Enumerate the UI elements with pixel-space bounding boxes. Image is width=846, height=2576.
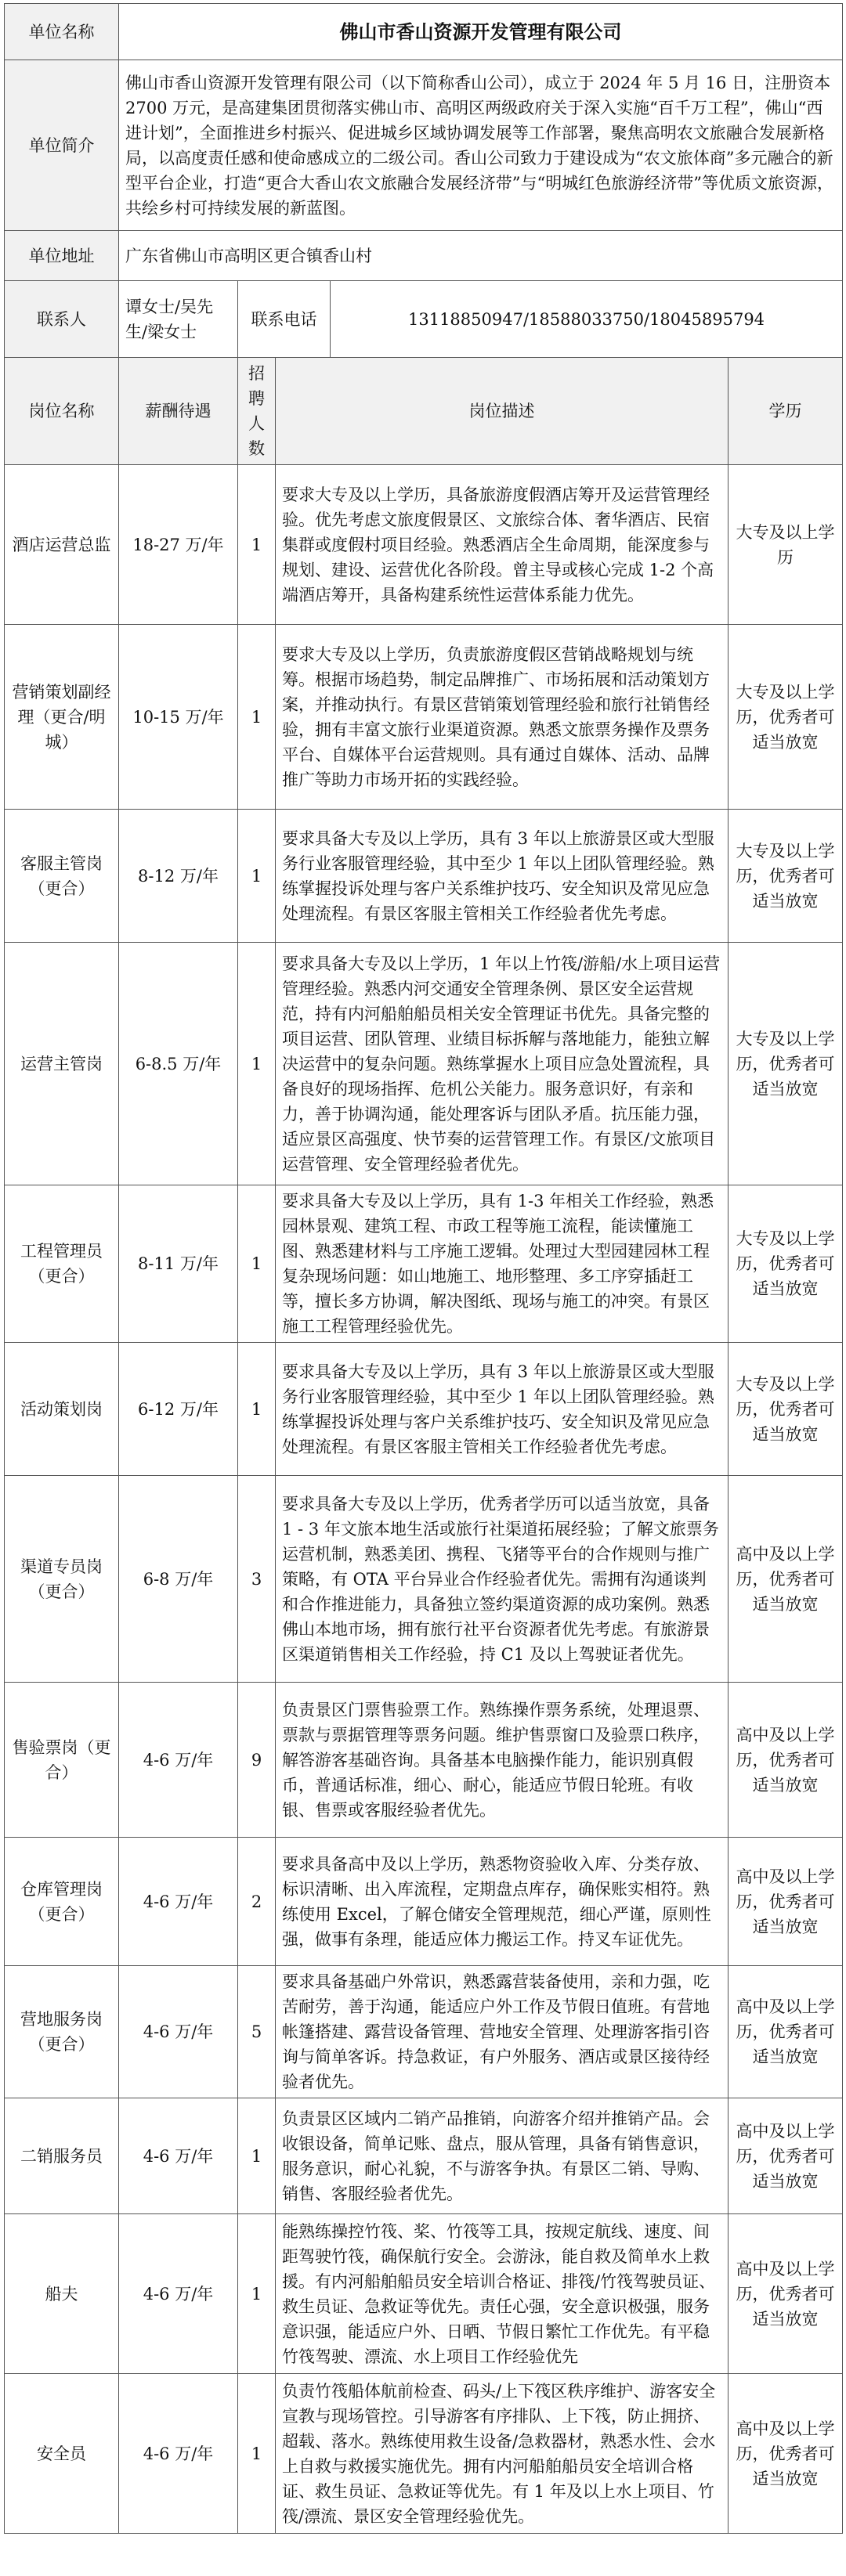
table-row: [5, 810, 843, 943]
job-description: 要求具备大专及以上学历，具有 3 年以上旅游景区或大型服务行业客服管理经验，其中至少 1 年以上团队管理经验。熟练掌握投诉处理与客户关系维护技巧、安全知识及常见应急处理流程。有景区客服主管相关工作经验者优先考虑。: [276, 1343, 728, 1476]
table-row: [5, 2214, 843, 2374]
job-description: 要求具备大专及以上学历，1 年以上竹筏/游船/水上项目运营管理经验。熟悉内河交通安全管理条例、景区安全运营规范，持有内河船舶船员相关安全管理证书优先。具备完整的项目运营、团队管理、业绩目标拆解与落地能力，能独立解决运营中的复杂问题。熟练掌握水上项目应急处置流程，具备良好的现场指挥、危机公关能力。服务意识好，有亲和力，善于协调沟通，能处理客诉与团队矛盾。抗压能力强，适应景区高强度、快节奏的运营管理工作。有景区/文旅项目运营管理、安全管理经验者优先。: [276, 943, 728, 1185]
job-description: 能熟练操控竹筏、桨、竹筏等工具，按规定航线、速度、间距驾驶竹筏，确保航行安全。会游泳，能自救及简单水上救援。有内河船舶船员安全培训合格证、排筏/竹筏驾驶员证、救生员证、急救证等优先。责任心强，安全意识极强，服务意识强，能适应户外、日晒、节假日繁忙工作优先。有平稳竹筏驾驶、漂流、水上项目工作经验优先: [276, 2214, 728, 2374]
job-position: 酒店运营总监: [5, 465, 119, 625]
intro-text: 佛山市香山资源开发管理有限公司（以下简称香山公司），成立于 2024 年 5 月 16 日，注册资本 2700 万元，是高建集团贯彻落实佛山市、高明区两级政府关于深入实施“百千万工程”，佛山“西进计划”，全面推进乡村振兴、促进城乡区域协调发展等工作部署，聚焦高明农文旅融合发展新格局，以高度责任感和使命感成立的二级公司。香山公司致力于建设成为“农文旅体商”多元融合的新型平台企业，打造“更合大香山农文旅融合发展经济带”与“明城红色旅游经济带”等优质文旅资源，共绘乡村可持续发展的新蓝图。: [119, 60, 843, 231]
table-row: [5, 465, 843, 625]
job-count: 5: [238, 1966, 276, 2098]
job-education: 高中及以上学历，优秀者可适当放宽: [728, 1683, 843, 1838]
table-header-row: [5, 358, 843, 465]
table-row: [5, 1838, 843, 1966]
job-salary: 6-8.5 万/年: [119, 943, 238, 1185]
job-count: 3: [238, 1476, 276, 1683]
job-education: 高中及以上学历，优秀者可适当放宽: [728, 1838, 843, 1966]
job-salary: 8-12 万/年: [119, 810, 238, 943]
job-description: 要求具备大专及以上学历，具有 3 年以上旅游景区或大型服务行业客服管理经验，其中至少 1 年以上团队管理经验。熟练掌握投诉处理与客户关系维护技巧、安全知识及常见应急处理流程。有景区客服主管相关工作经验者优先考虑。: [276, 810, 728, 943]
job-salary: 8-11 万/年: [119, 1185, 238, 1343]
job-count: 1: [238, 625, 276, 810]
job-description: 负责景区门票售验票工作。熟练操作票务系统，处理退票、票款与票据管理等票务问题。维护售票窗口及验票口秩序，解答游客基础咨询。具备基本电脑操作能力，能识别真假币，普通话标准，细心、耐心，能适应节假日轮班。有收银、售票或客服经验者优先。: [276, 1683, 728, 1838]
address-row: [5, 231, 843, 281]
job-education: 大专及以上学历，优秀者可适当放宽: [728, 943, 843, 1185]
job-education: 大专及以上学历，优秀者可适当放宽: [728, 810, 843, 943]
job-description: 负责竹筏船体航前检查、码头/上下筏区秩序维护、游客安全宣教与现场管控。引导游客有序排队、上下筏，防止拥挤、超载、落水。熟练使用救生设备/急救器材，熟悉水性、会水上自救与救援实施优先。拥有内河船舶船员安全培训合格证、救生员证、急救证等优先。有 1 年及以上水上项目、竹筏/漂流、景区安全管理经验优先。: [276, 2374, 728, 2534]
table-row: [5, 1683, 843, 1838]
job-description: 要求具备大专及以上学历，优秀者学历可以适当放宽，具备 1 - 3 年文旅本地生活或旅行社渠道拓展经验；了解文旅票务运营机制，熟悉美团、携程、飞猪等平台的合作规则与推广策略，有 OTA 平台异业合作经验者优先。需拥有沟通谈判和合作推进能力，具备独立签约渠道资源的成功案例。熟悉佛山本地市场，拥有旅行社平台资源者优先考虑。有旅游景区渠道销售相关工作经验，持 C1 及以上驾驶证者优先。: [276, 1476, 728, 1683]
job-education: 大专及以上学历，优秀者可适当放宽: [728, 1185, 843, 1343]
job-description: 要求具备高中及以上学历，熟悉物资验收入库、分类存放、标识清晰、出入库流程，定期盘点库存，确保账实相符。熟练使用 Excel，了解仓储安全管理规范，细心严谨，原则性强，做事有条理，能适应体力搬运工作。持叉车证优先。: [276, 1838, 728, 1966]
job-description: 要求大专及以上学历，负责旅游度假区营销战略规划与统筹。根据市场趋势，制定品牌推广、市场拓展和活动策划方案，并推动执行。有景区营销策划管理经验和旅行社销售经验，拥有丰富文旅行业渠道资源。熟悉文旅票务操作及票务平台、自媒体平台运营规则。具有通过自媒体、活动、品牌推广等助力市场开拓的实践经验。: [276, 625, 728, 810]
job-education: 大专及以上学历，优秀者可适当放宽: [728, 1343, 843, 1476]
job-count: 9: [238, 1683, 276, 1838]
job-count: 1: [238, 943, 276, 1185]
job-position: 客服主管岗（更合）: [5, 810, 119, 943]
unit-name: 佛山市香山资源开发管理有限公司: [119, 4, 843, 60]
job-count: 1: [238, 2098, 276, 2214]
phone-label: 联系电话: [238, 281, 331, 358]
job-education: 高中及以上学历，优秀者可适当放宽: [728, 2374, 843, 2534]
address-value: 广东省佛山市高明区更合镇香山村: [119, 231, 843, 281]
intro-label: 单位简介: [5, 60, 119, 231]
job-salary: 4-6 万/年: [119, 2098, 238, 2214]
job-position: 仓库管理岗（更合）: [5, 1838, 119, 1966]
job-position: 售验票岗（更合）: [5, 1683, 119, 1838]
job-count: 2: [238, 1838, 276, 1966]
phone-value: 13118850947/18588033750/18045895794: [331, 281, 843, 358]
table-row: [5, 1476, 843, 1683]
job-education: 高中及以上学历，优秀者可适当放宽: [728, 1966, 843, 2098]
job-position: 活动策划岗: [5, 1343, 119, 1476]
intro-row: [5, 60, 843, 231]
job-salary: 6-8 万/年: [119, 1476, 238, 1683]
job-count: 1: [238, 1185, 276, 1343]
job-salary: 4-6 万/年: [119, 1838, 238, 1966]
header-description: 岗位描述: [276, 358, 728, 465]
header-position: 岗位名称: [5, 358, 119, 465]
job-salary: 6-12 万/年: [119, 1343, 238, 1476]
job-count: 1: [238, 1343, 276, 1476]
job-count: 1: [238, 2214, 276, 2374]
recruitment-table: [4, 3, 843, 2534]
contact-label: 联系人: [5, 281, 119, 358]
recruitment-document: [4, 3, 842, 2534]
table-row: [5, 1343, 843, 1476]
unit-name-label: 单位名称: [5, 4, 119, 60]
header-count: 招聘人数: [238, 358, 276, 465]
address-label: 单位地址: [5, 231, 119, 281]
table-row: [5, 2374, 843, 2534]
job-education: 大专及以上学历: [728, 465, 843, 625]
table-row: [5, 1185, 843, 1343]
job-description: 要求具备基础户外常识，熟悉露营装备使用，亲和力强，吃苦耐劳，善于沟通，能适应户外工作及节假日值班。有营地帐篷搭建、露营设备管理、营地安全管理、处理游客指引咨询与简单客诉。持急救证，有户外服务、酒店或景区接待经验者优先。: [276, 1966, 728, 2098]
job-position: 工程管理员（更合）: [5, 1185, 119, 1343]
job-position: 运营主管岗: [5, 943, 119, 1185]
job-position: 营地服务岗（更合）: [5, 1966, 119, 2098]
contact-row: [5, 281, 843, 358]
job-count: 1: [238, 2374, 276, 2534]
job-education: 高中及以上学历，优秀者可适当放宽: [728, 2214, 843, 2374]
table-row: [5, 2098, 843, 2214]
job-position: 渠道专员岗（更合）: [5, 1476, 119, 1683]
unit-name-row: [5, 4, 843, 60]
job-education: 高中及以上学历，优秀者可适当放宽: [728, 1476, 843, 1683]
job-description: 要求具备大专及以上学历，具有 1-3 年相关工作经验，熟悉园林景观、建筑工程、市政工程等施工流程，能读懂施工图、熟悉建材料与工序施工逻辑。处理过大型园建园林工程复杂现场问题：如山地施工、地形整理、多工序穿插赶工等，擅长多方协调，解决图纸、现场与施工的冲突。有景区施工工程管理经验优先。: [276, 1185, 728, 1343]
job-salary: 4-6 万/年: [119, 1683, 238, 1838]
job-education: 高中及以上学历，优秀者可适当放宽: [728, 2098, 843, 2214]
job-salary: 4-6 万/年: [119, 2214, 238, 2374]
header-salary: 薪酬待遇: [119, 358, 238, 465]
job-position: 二销服务员: [5, 2098, 119, 2214]
table-row: [5, 1966, 843, 2098]
job-position: 营销策划副经理（更合/明城）: [5, 625, 119, 810]
job-count: 1: [238, 810, 276, 943]
job-salary: 10-15 万/年: [119, 625, 238, 810]
job-position: 安全员: [5, 2374, 119, 2534]
job-rows: [5, 465, 843, 2534]
job-count: 1: [238, 465, 276, 625]
job-description: 负责景区区域内二销产品推销，向游客介绍并推销产品。会收银设备，简单记账、盘点，服从管理，具备有销售意识，服务意识，耐心礼貌，不与游客争执。有景区二销、导购、销售、客服经验者优先。: [276, 2098, 728, 2214]
job-salary: 4-6 万/年: [119, 1966, 238, 2098]
job-education: 大专及以上学历，优秀者可适当放宽: [728, 625, 843, 810]
job-salary: 18-27 万/年: [119, 465, 238, 625]
header-education: 学历: [728, 358, 843, 465]
job-salary: 4-6 万/年: [119, 2374, 238, 2534]
table-row: [5, 625, 843, 810]
job-description: 要求大专及以上学历，具备旅游度假酒店筹开及运营管理经验。优先考虑文旅度假景区、文旅综合体、奢华酒店、民宿集群或度假村项目经验。熟悉酒店全生命周期，能深度参与规划、建设、运营优化各阶段。曾主导或核心完成 1-2 个高端酒店筹开，具备构建系统性运营体系能力优先。: [276, 465, 728, 625]
contact-people: 谭女士/吴先生/梁女士: [119, 281, 238, 358]
job-position: 船夫: [5, 2214, 119, 2374]
table-row: [5, 943, 843, 1185]
